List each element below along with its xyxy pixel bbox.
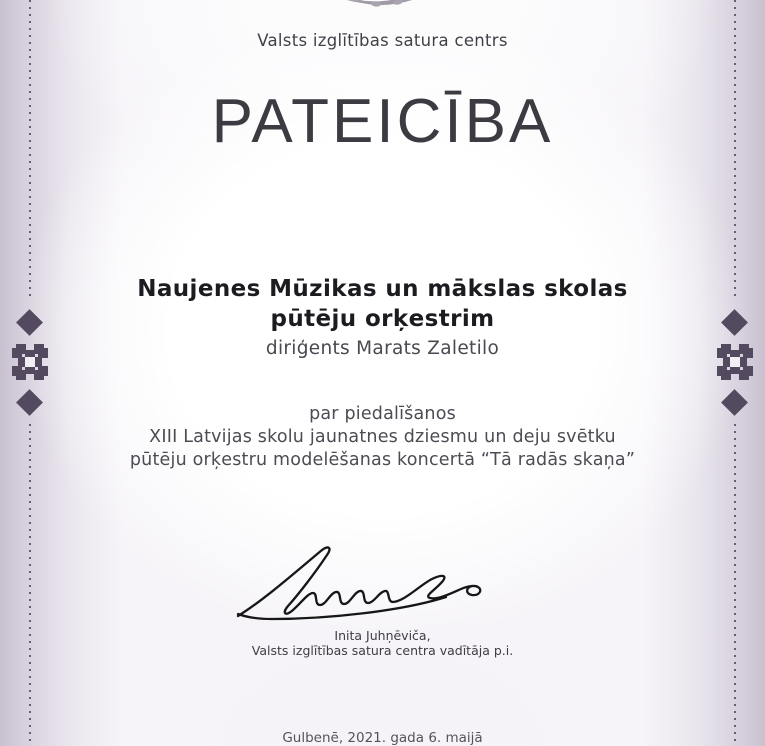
award-reason-line2: XIII Latvijas skolu jaunatnes dziesmu un deju svētku bbox=[149, 427, 616, 447]
place-date-line: Gulbenē, 2021. gada 6. maijā bbox=[282, 730, 483, 746]
org-name: Valsts izglītības satura centrs bbox=[257, 31, 508, 50]
right-dotted-border-bottom bbox=[734, 424, 736, 746]
certificate-title: PATEICĪBA bbox=[211, 87, 554, 156]
recipient-name-line1: Naujenes Mūzikas un mākslas skolas bbox=[137, 276, 628, 302]
signatory-role: Valsts izglītības satura centra vadītāja p.i. bbox=[251, 643, 514, 658]
signatory-name: Inita Juhņēviča, bbox=[334, 628, 431, 643]
conductor-line: diriģents Marats Zaletilo bbox=[265, 338, 500, 359]
award-reason bbox=[0, 403, 765, 472]
handwritten-signature-icon bbox=[232, 536, 490, 624]
recipient-name-line2: pūtēju orķestrim bbox=[270, 306, 495, 332]
laurel-emblem-icon bbox=[328, 0, 438, 15]
award-reason-line3: pūtēju orķestru modelēšanas koncertā “Tā radās skaņa” bbox=[129, 450, 636, 470]
award-reason-line1: par piedalīšanos bbox=[309, 404, 456, 424]
left-dotted-border-bottom bbox=[29, 424, 31, 746]
